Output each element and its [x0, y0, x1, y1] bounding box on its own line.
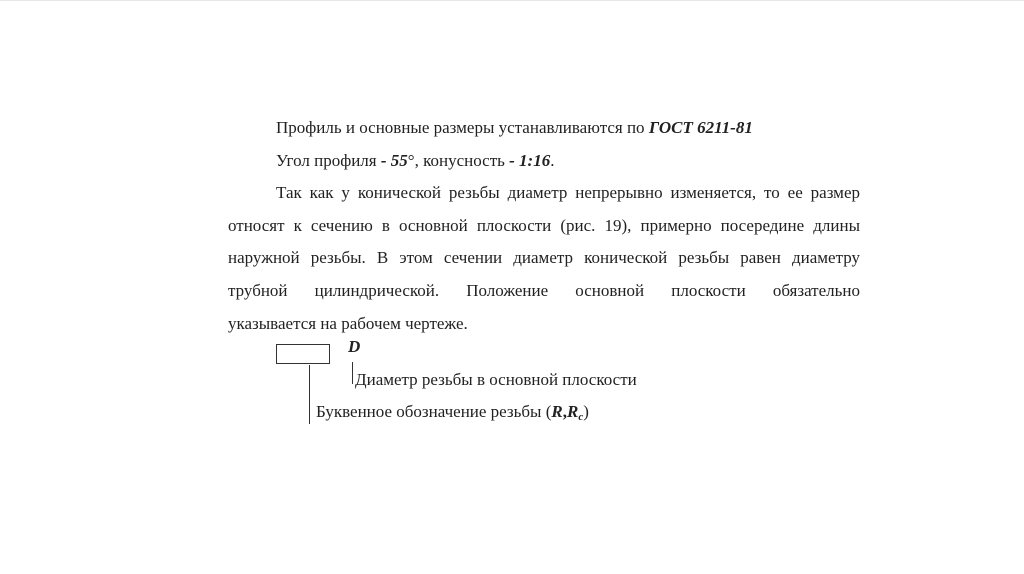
gost-number: ГОСТ 6211-81 [648, 118, 753, 137]
gost-text: Профиль и основные размеры устанавливаются по [276, 118, 649, 137]
explanation-line-5: указывается на рабочем чертеже. [228, 313, 468, 333]
designation-rc: R [566, 402, 579, 421]
angle-label: Угол профиля [276, 150, 381, 170]
explanation-line-4: трубной цилиндрической. Положение основной плоскости обязательно [228, 280, 860, 300]
angle-end: . [550, 150, 555, 170]
angle-value: - 55 [380, 150, 408, 170]
designation-label-text: Буквенное обозначение резьбы ( [316, 402, 552, 421]
designation-rc-sub: c [578, 411, 584, 423]
designation-box [276, 344, 330, 364]
designation-comma: , [562, 402, 567, 421]
designation-label [316, 402, 589, 423]
explanation-line-3: наружной резьбы. В этом сечении диаметр конической резьбы равен диаметру [228, 248, 860, 268]
diameter-leader-line [352, 362, 353, 384]
explanation-line-1: Так как у конической резьбы диаметр непрерывно изменяется, то ее размер [276, 183, 860, 203]
explanation-line-2: относят к сечению в основной плоскости (рис. 19), примерно посередине длины [228, 215, 860, 235]
taper-value: - 1:16 [509, 150, 551, 170]
taper-label: °, конусность [407, 150, 510, 170]
designation-leader-line [309, 365, 310, 424]
diameter-label: Диаметр резьбы в основной плоскости [355, 370, 637, 389]
designation-close: ) [583, 402, 589, 421]
diameter-letter: D [348, 337, 361, 356]
designation-r: R [551, 402, 563, 421]
